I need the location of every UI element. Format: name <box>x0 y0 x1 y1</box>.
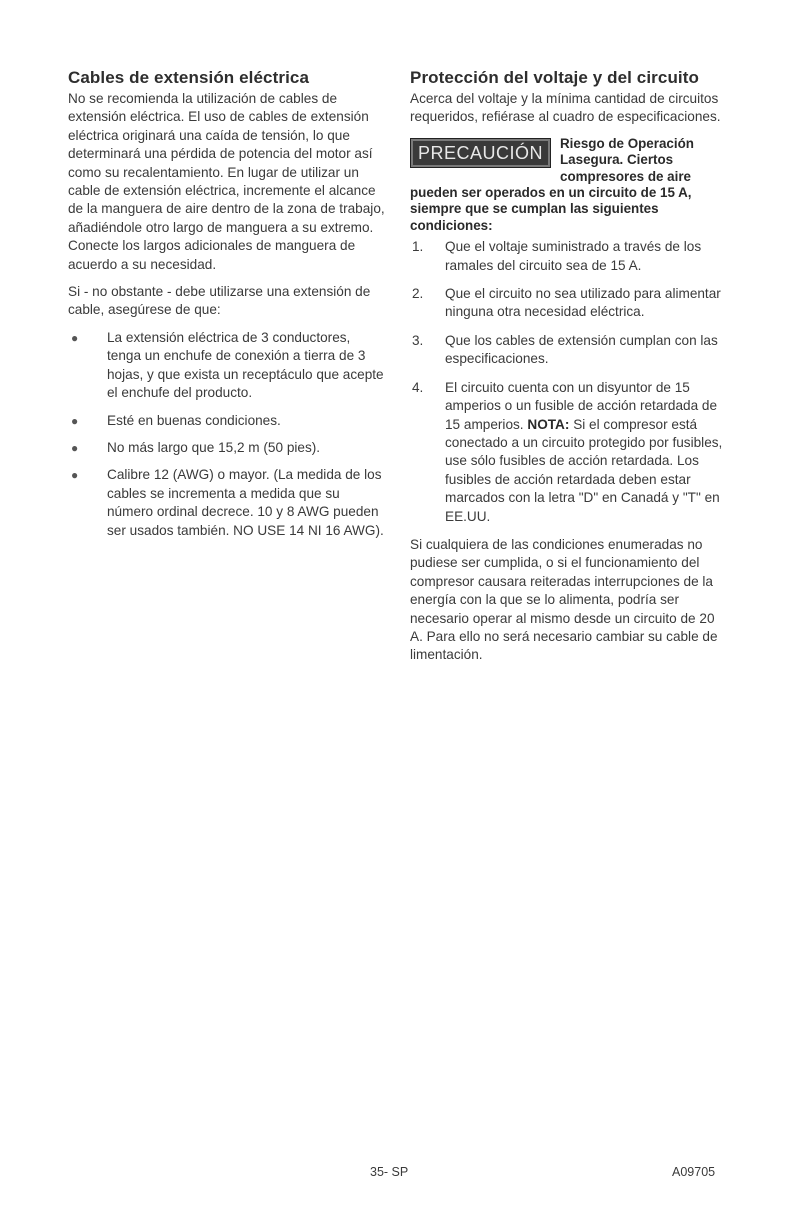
extension-cords-heading: Cables de extensión eléctrica <box>68 68 310 87</box>
extension-cords-paragraph: No se recomienda la utilización de cables de extensión eléctrica. El uso de cables de extensión eléctrica originará una caída de tensión, lo que determinará una pérdida de potencia del motor así como su recalentamiento. En lugar de utilizar un cable de extensión eléctrica, incremente el alcance de la manguera de aire dentro de la zona de trabajo, añadiéndole otro largo de manguera a su extremo. Conecte los largos adicionales de manguera de acuerdo a su necesidad. <box>68 91 385 272</box>
list-item-text: Esté en buenas condiciones. <box>107 412 281 428</box>
list-item-text: No más largo que 15,2 m (50 pies). <box>107 439 321 455</box>
caution-warning <box>410 136 730 234</box>
bullet-icon: ● <box>71 330 79 345</box>
bullet-icon: ● <box>71 468 79 483</box>
voltage-protection-heading: Protección del voltaje y del circuito <box>410 68 700 87</box>
page-number: 35- SP <box>370 1165 409 1179</box>
document-code: A09705 <box>672 1165 716 1179</box>
list-item <box>68 412 388 430</box>
list-item-text: Que los cables de extensión cumplan con las especificaciones. <box>445 332 718 367</box>
list-number: 2. <box>412 286 424 302</box>
note-label: NOTA: <box>527 416 570 432</box>
list-item-text: El circuito cuenta con un disyuntor de 15 amperios o un fusible de acción retardada de 15 amperios. <box>445 379 718 432</box>
list-item-text: Que el circuito no sea utilizado para alimentar ninguna otra necesidad eléctrica. <box>445 286 721 320</box>
closing-paragraph: Si cualquiera de las condiciones enumeradas no pudiese ser cumplida, o si el funcionamiento del compresor causara reiteradas interrupciones de la energía con la que se lo alimenta, podría ser necesario operar al mismo desde un circuito de 20 A. Para ello no será necesario cambiar su cable de limentación. <box>410 536 718 663</box>
caution-text: Riesgo de Operación Lasegura. Ciertos compresores de aire pueden ser operados en un circuito de 15 A, siempre que se cumplan las siguientes condiciones: <box>410 135 694 233</box>
bullet-icon: ● <box>71 413 79 428</box>
list-item-text: La extensión eléctrica de 3 conductores, tenga un enchufe de conexión a tierra de 3 hojas, y que exista un receptáculo que acepte el enchufe del producto. <box>107 329 384 401</box>
list-item <box>68 329 388 403</box>
list-item <box>410 379 730 526</box>
list-number: 3. <box>412 332 424 348</box>
list-item-text: Que el voltaje suministrado a través de los ramales del circuito sea de 15 A. <box>445 239 702 273</box>
list-item <box>410 332 730 369</box>
list-item-text: Calibre 12 (AWG) o mayor. (La medida de los cables se incrementa a medida que su número ordinal decrece. 10 y 8 AWG pueden ser usados también. NO USE 14 NI 16 AWG). <box>107 467 384 538</box>
extension-cord-requirements-list <box>68 329 388 540</box>
right-column <box>410 68 730 674</box>
bullet-icon: ● <box>71 440 79 455</box>
voltage-protection-intro: Acerca del voltaje y la mínima cantidad de circuitos requeridos, refiérase al cuadro de especificaciones. <box>410 91 721 125</box>
list-number: 1. <box>412 239 424 255</box>
circuit-conditions-list <box>410 238 730 526</box>
list-number: 4. <box>412 379 424 395</box>
list-item <box>410 285 730 322</box>
list-item <box>68 466 388 540</box>
left-column <box>68 68 388 549</box>
list-item <box>410 238 730 275</box>
note-text: Si el compresor está conectado a un circuito protegido por fusibles, use sólo fusibles de acción retardada. Los fusibles de acción retardada deben estar marcados con la letra "D" en Canadá y "T" en EE.UU. <box>445 416 723 524</box>
list-item <box>68 439 388 457</box>
extension-cords-conditions-intro: Si - no obstante - debe utilizarse una extensión de cable, asegúrese de que: <box>68 284 371 318</box>
caution-badge: PRECAUCIÓN <box>410 138 551 168</box>
